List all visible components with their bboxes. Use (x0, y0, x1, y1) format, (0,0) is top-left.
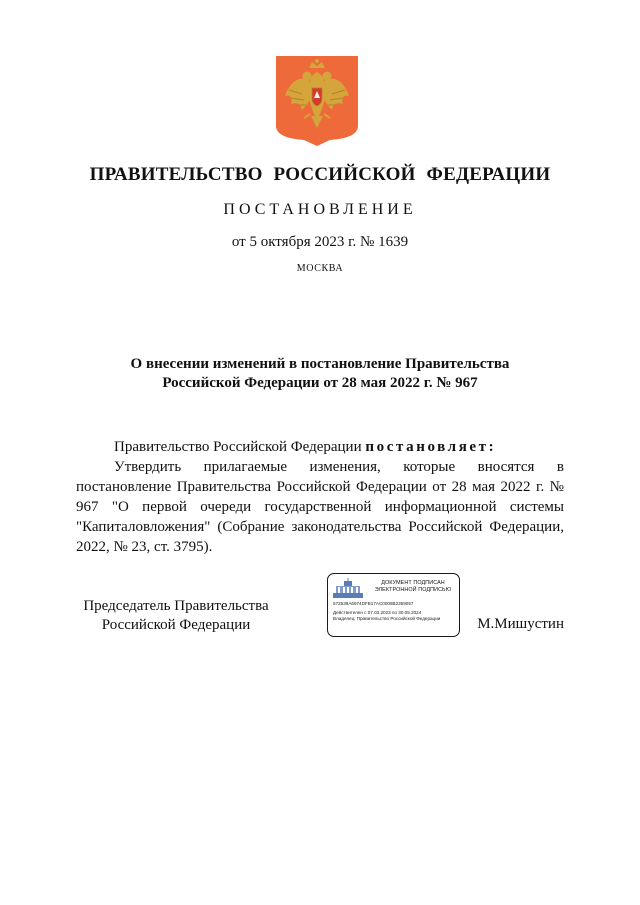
signer-name: М.Мишустин (477, 616, 564, 632)
intro-prefix: Правительство Российской Федерации (114, 439, 366, 455)
main-paragraph: Утвердить прилагаемые изменения, которые вносятся в постановление Правительства Российской Федерации от 28 мая 2022 г. № 967 "О первой очереди государственной информационной системы "Капиталовложения" (Собрание законодательства Российской Федерации, 2022, № 23, ст. 3795). (76, 459, 564, 555)
government-title: ПРАВИТЕЛЬСТВО РОССИЙСКОЙ ФЕДЕРАЦИИ (89, 164, 551, 185)
esign-owner: Владелец: Правительство Российской Федерации (333, 616, 441, 621)
signer-position-line: Российской Федерации (101, 617, 251, 633)
esign-heading (368, 580, 458, 594)
signer-position-line: Председатель Правительства (83, 598, 269, 614)
signer-position (76, 597, 276, 635)
esign-serial: 572539A6974DFB17AC0008B2359057 (333, 601, 414, 606)
subject-line: Российской Федерации от 28 мая 2022 г. № 967 (162, 375, 478, 391)
document-type: ПОСТАНОВЛЕНИЕ (223, 201, 417, 218)
esign-heading-line: ДОКУМЕНТ ПОДПИСАН (381, 580, 445, 586)
document-date-number: от 5 октября 2023 г. № 1639 (231, 234, 409, 250)
esign-validity: Действителен с 07.03.2023 по 30.05.2024 (333, 610, 422, 615)
intro-paragraph (76, 437, 564, 457)
intro-decree-word: постановляет: (365, 439, 497, 455)
subject-line: О внесении изменений в постановление Правительства (130, 356, 510, 372)
coat-of-arms-emblem (276, 56, 358, 146)
esign-heading-line: ЭЛЕКТРОННОЙ ПОДПИСЬЮ (374, 587, 452, 593)
building-logo-icon (333, 578, 363, 598)
document-city: МОСКВА (296, 263, 344, 274)
document-subject (90, 355, 550, 393)
electronic-signature-stamp (327, 573, 460, 637)
